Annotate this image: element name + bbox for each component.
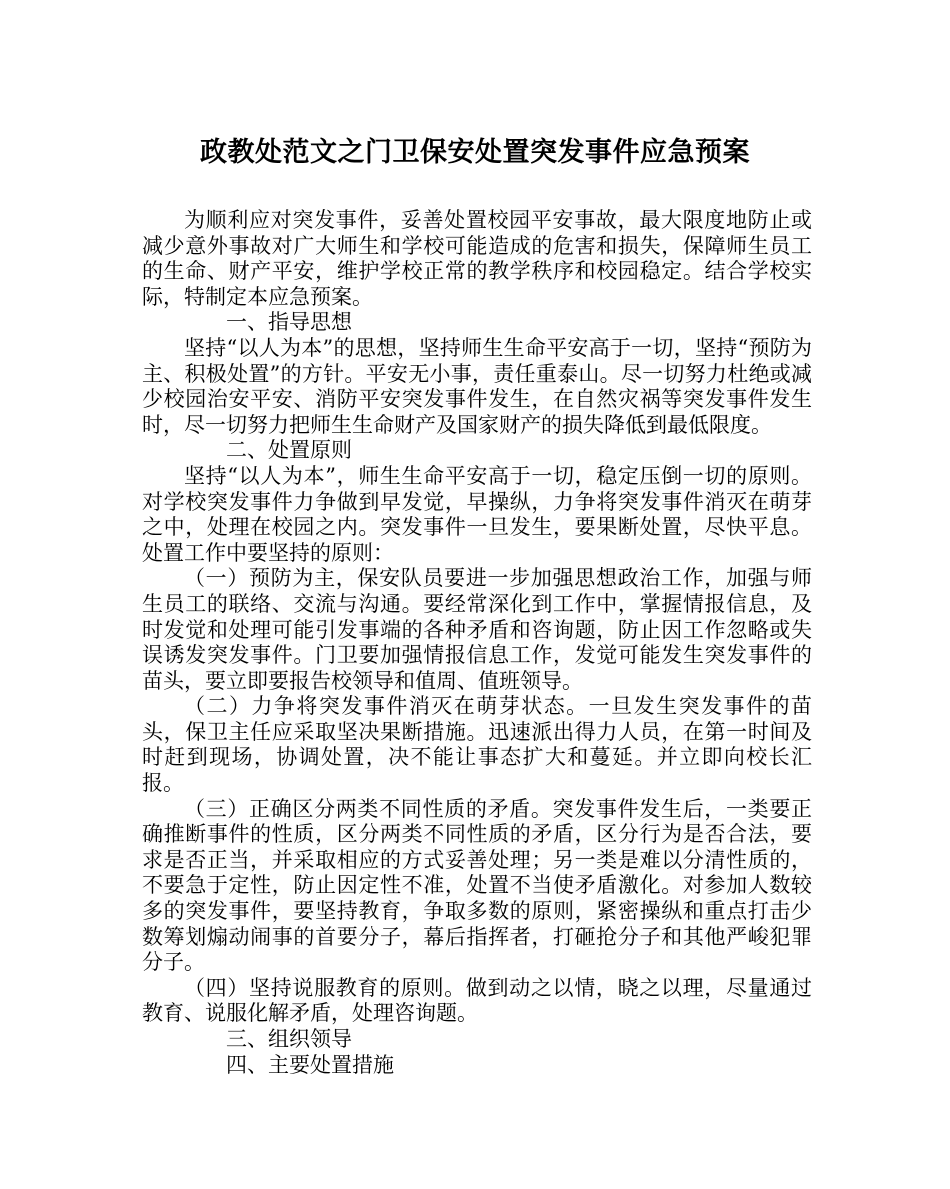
intro-paragraph: 为顺利应对突发事件，妥善处置校园平安事故，最大限度地防止或减少意外事故对广大师生和学校可能造成的危害和损失，保障师生员工的生命、财产平安，维护学校正常的教学秩序和校园稳定。结合学校实际，特制定本应急预案。	[142, 208, 812, 309]
document-body	[142, 208, 812, 1078]
principle-1-paragraph: （一）预防为主，保安队员要进一步加强思想政治工作，加强与师生员工的联络、交流与沟通。要经常深化到工作中，掌握情报信息，及时发觉和处理可能引发事端的各种矛盾和咨询题，防止因工作忽略或失误诱发突发事件。门卫要加强情报信息工作，发觉可能发生突发事件的苗头，要立即要报告校领导和值周、值班领导。	[142, 566, 812, 693]
principle-2-paragraph: （二）力争将突发事件消灭在萌芽状态。一旦发生突发事件的苗头，保卫主任应采取坚决果断措施。迅速派出得力人员，在第一时间及时赶到现场，协调处置，决不能让事态扩大和蔓延。并立即向校长汇报。	[142, 694, 812, 796]
guiding-thought-paragraph: 坚持“以人为本”的思想，坚持师生生命平安高于一切，坚持“预防为主、积极处置”的方针。平安无小事，责任重泰山。尽一切努力杜绝或减少校园治安平安、消防平安突发事件发生，在自然灾祸等突发事件发生时，尽一切努力把师生生命财产及国家财产的损失降低到最低限度。	[142, 335, 812, 437]
section-heading-measures: 四、主要处置措施	[226, 1052, 394, 1077]
section-heading-principles: 二、处置原则	[226, 438, 352, 463]
document-title: 政教处范文之门卫保安处置突发事件应急预案	[200, 137, 750, 168]
principle-3-paragraph: （三）正确区分两类不同性质的矛盾。突发事件发生后，一类要正确推断事件的性质，区分两类不同性质的矛盾，区分行为是否合法，要求是否正当，并采取相应的方式妥善处理；另一类是难以分清性质的，不要急于定性，防止因定性不准，处置不当使矛盾激化。对参加人数较多的突发事件，要坚持教育，争取多数的原则，紧密操纵和重点打击少数筹划煽动闹事的首要分子，幕后指挥者，打砸抢分子和其他严峻犯罪分子。	[142, 796, 812, 975]
section-heading-organization: 三、组织领导	[226, 1027, 352, 1051]
principle-4-paragraph: （四）坚持说服教育的原则。做到动之以情，晓之以理，尽量通过教育、说服化解矛盾，处理咨询题。	[142, 975, 812, 1026]
section-heading-guiding-thought: 一、指导思想	[226, 310, 352, 335]
principles-paragraph: 坚持“以人为本”，师生生命平安高于一切，稳定压倒一切的原则。对学校突发事件力争做到早发觉，早操纵，力争将突发事件消灭在萌芽之中，处理在校园之内。突发事件一旦发生，要果断处置，尽快平息。处置工作中要坚持的原则：	[142, 463, 812, 565]
